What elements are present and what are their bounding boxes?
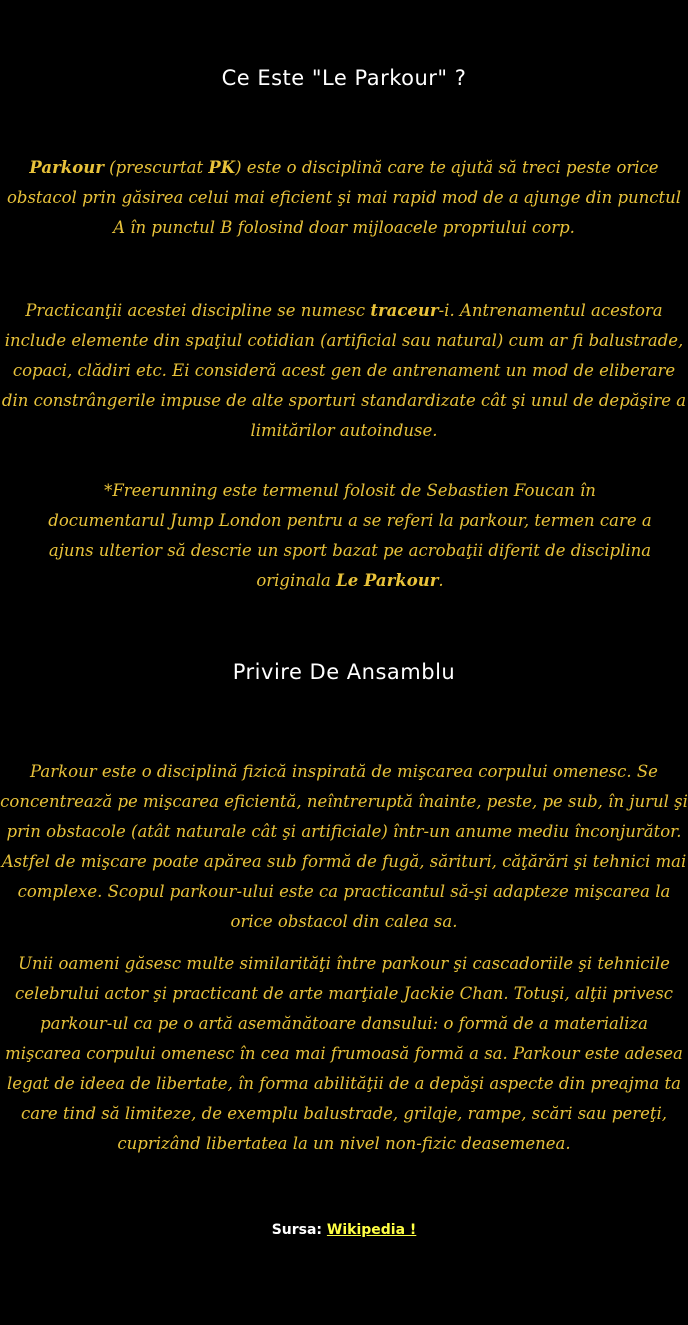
freerunning-text-1: *Freerunning este termenul folosit de Sebastien Foucan în documentarul Jump London pentru a se referi la parkour, termen care a ajuns ulterior să descrie un sport bazat pe acrobaţii diferit de disciplina originala: [48, 481, 652, 590]
wikipedia-link[interactable]: Wikipedia !: [326, 1222, 417, 1238]
intro-text-1: (prescurtat: [103, 158, 209, 177]
freerunning-note: [44, 476, 656, 596]
intro-paragraph: [4, 153, 684, 243]
freerunning-text-2: .: [438, 571, 444, 590]
term-pk: PK: [208, 158, 236, 177]
source-line: [0, 1222, 688, 1238]
overview-paragraph-2: Unii oameni găsesc multe similarităţi între parkour şi cascadoriile şi tehnicile celebrului actor şi practicant de arte marţiale Jackie Chan. Totuşi, alţii privesc parkour-ul ca pe o artă asemănătoare dansului: o formă de a materializa mişcarea corpului omenesc în cea mai frumoasă formă a sa. Parkour este adesea legat de ideea de libertate, în forma abilităţii de a depăşi aspecte din preajma ta care tind să limiteze, de exemplu balustrade, grilaje, rampe, scări sau pereţi, cuprizând libertatea la un nivel non-fizic deasemenea.: [5, 954, 683, 1153]
intro-text-2: ) este o disciplină care te ajută să treci peste orice obstacol prin găsirea celui mai eficient şi mai rapid mod de a ajunge din punctul A în punctul B folosind doar mijloacele propriului corp.: [6, 158, 682, 237]
practitioners-paragraph: [0, 296, 688, 446]
source-label: Sursa:: [271, 1222, 327, 1238]
overview-paragraph-1: Parkour este o disciplină fizică inspirată de mişcarea corpului omenesc. Se concentrează pe mişcarea eficientă, neîntreruptă înainte, peste, pe sub, în jurul şi prin obstacole (atât naturale cât şi artificiale) într-un anume mediu înconjurător. Astfel de mişcare poate apărea sub formă de fugă, sărituri, căţărări şi tehnici mai complexe. Scopul parkour-ului este ca practicantul să-şi adapteze mişcarea la orice obstacol din calea sa.: [0, 762, 688, 931]
practitioners-text-1: Practicanţii acestei discipline se numesc: [25, 301, 371, 320]
overview-heading: Privire De Ansamblu: [232, 660, 456, 684]
page-title: Ce Este "Le Parkour" ?: [221, 66, 467, 90]
term-le-parkour: Le Parkour: [336, 571, 439, 590]
term-parkour: Parkour: [29, 158, 104, 177]
term-traceur: traceur: [370, 301, 439, 320]
practitioners-text-2: -i. Antrenamentul acestora include elemente din spaţiul cotidian (artificial sau natural) cum ar fi balustrade, copaci, clădiri etc. Ei consideră acest gen de antrenament un mod de eliberare din constrângerile impuse de alte sporturi standardizate cât şi unul de depăşire a limitărilor autoinduse.: [1, 301, 687, 440]
